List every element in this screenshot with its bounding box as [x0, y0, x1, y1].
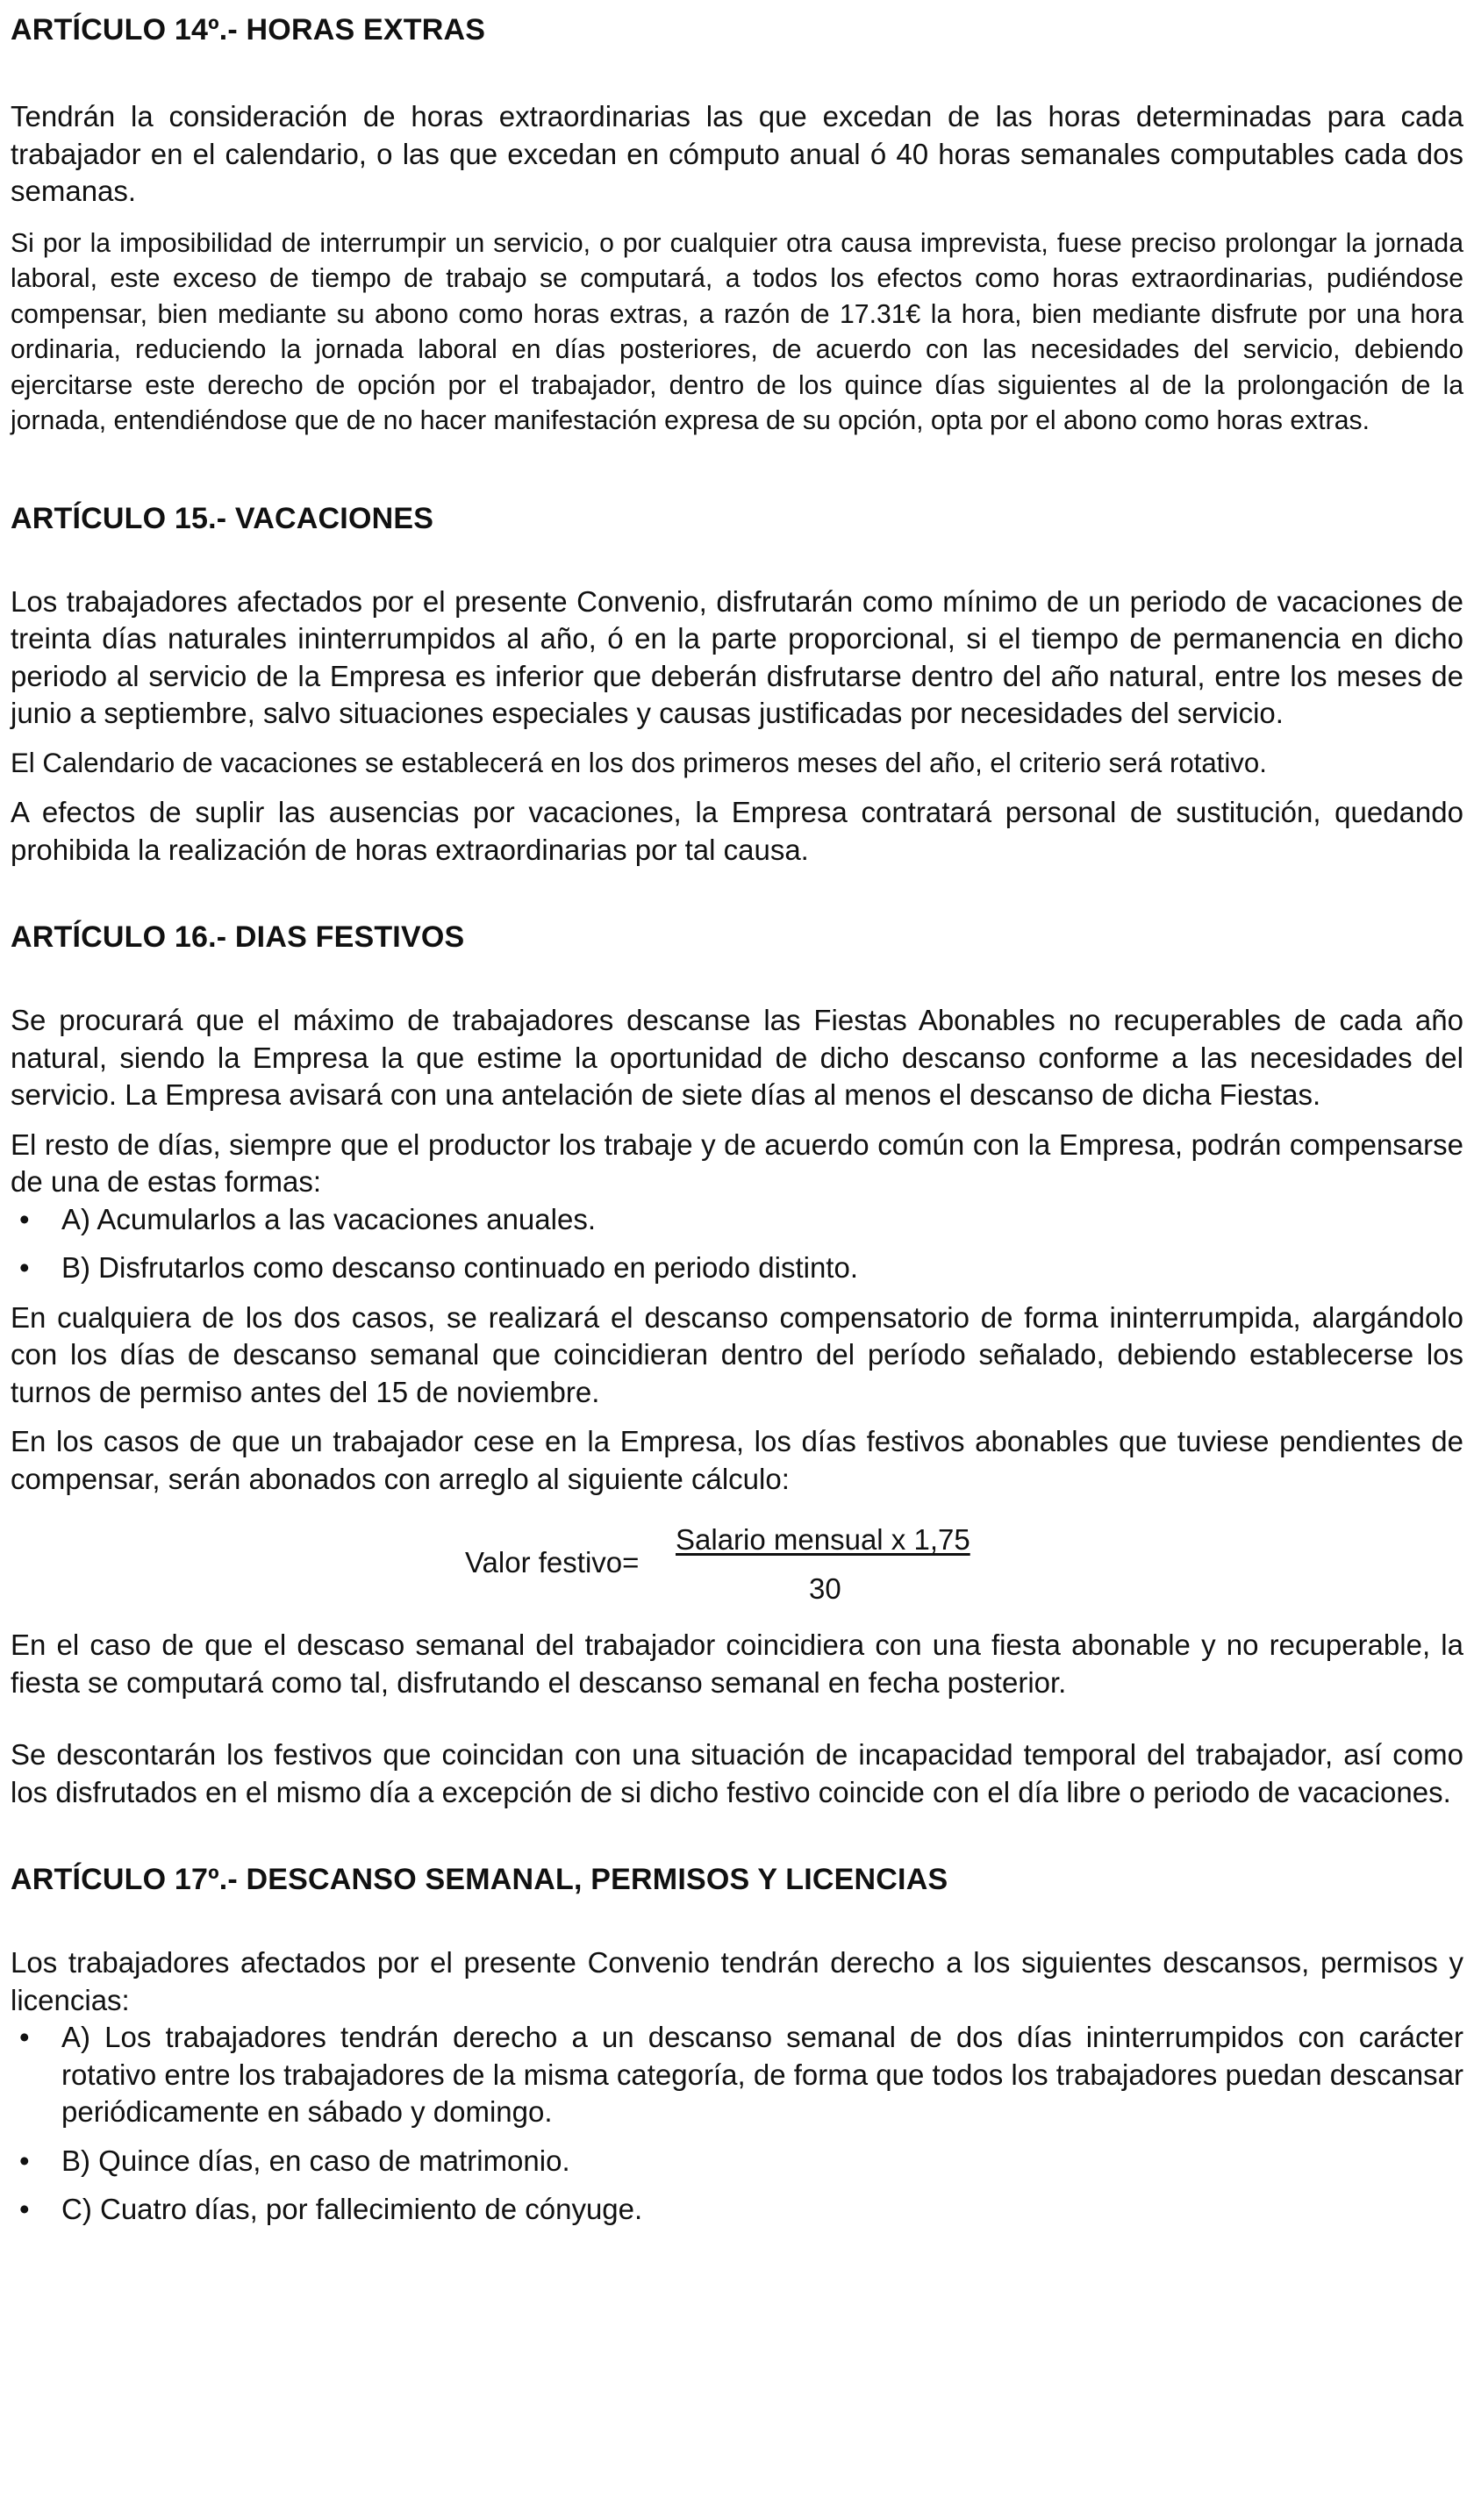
document-page: [11, 0, 1463, 2229]
paragraph: Los trabajadores afectados por el presente Convenio tendrán derecho a los siguientes descansos, permisos y licencias:: [11, 1946, 1463, 2016]
list-item-text: C) Cuatro días, por fallecimiento de cónyuge.: [61, 2193, 643, 2225]
paragraph: En cualquiera de los dos casos, se realizará el descanso compensatorio de forma ininterrumpida, alargándolo con los días de descanso semanal que coincidieran dentro del período señalado, debiendo establecerse los turnos de permiso antes del 15 de noviembre.: [11, 1300, 1463, 1408]
bullet-icon: •: [19, 2193, 30, 2225]
list-item: [11, 2191, 1463, 2229]
list-item: [11, 1201, 1463, 1239]
paragraph: Se procurará que el máximo de trabajadores descanse las Fiestas Abonables no recuperables de cada año natural, siendo la Empresa la que estime la oportunidad de dicho descanso conforme a las necesidades del servicio. La Empresa avisará con una antelación de siete días al menos el descanso de dicha Fiestas.: [11, 1004, 1463, 1111]
formula: [11, 1522, 1463, 1614]
list-item-text: B) Quince días, en caso de matrimonio.: [61, 2144, 570, 2177]
paragraph: El Calendario de vacaciones se establecerá en los dos primeros meses del año, el criterio será rotativo.: [11, 747, 1267, 778]
list-item: [11, 1249, 1463, 1287]
article-17: [11, 1862, 1463, 2229]
formula-denominator: 30: [809, 1572, 841, 1605]
article-heading: ARTÍCULO 15.- VACACIONES: [11, 501, 434, 535]
article-heading: ARTÍCULO 14º.- HORAS EXTRAS: [11, 13, 486, 47]
paragraph: Si por la imposibilidad de interrumpir un servicio, o por cualquier otra causa imprevista, fuese preciso prolongar la jornada laboral, este exceso de tiempo de trabajo se computará, a todos los efectos como horas extraordinarias, pudiéndose compensar, bien mediante su abono como horas extras, a razón de 17.31€ la hora, bien mediante disfrute por una hora ordinaria, reduciendo la jornada laboral en días posteriores, de acuerdo con las necesidades del servicio, debiendo ejercitarse este derecho de opción por el trabajador, dentro de los quince días siguientes al de la prolongación de la jornada, entendiéndose que de no hacer manifestación expresa de su opción, opta por el abono como horas extras.: [11, 228, 1463, 435]
paragraph: Los trabajadores afectados por el presente Convenio, disfrutarán como mínimo de un periodo de vacaciones de treinta días naturales ininterrumpidos al año, ó en la parte proporcional, si el tiempo de permanencia en dicho periodo al servicio de la Empresa es inferior que deberán disfrutarse dentro del año natural, entre los meses de junio a septiembre, salvo situaciones especiales y causas justificadas por necesidades del servicio.: [11, 584, 1463, 729]
paragraph: Tendrán la consideración de horas extraordinarias las que excedan de las horas determinadas para cada trabajador en el calendario, o las que excedan en cómputo anual ó 40 horas semanales computables cada dos semanas.: [11, 100, 1463, 207]
paragraph: En los casos de que un trabajador cese en la Empresa, los días festivos abonables que tuviese pendientes de compensar, serán abonados con arreglo al siguiente cálculo:: [11, 1425, 1463, 1495]
article-14: [11, 12, 1463, 440]
list-item-text: A) Acumularlos a las vacaciones anuales.: [61, 1202, 596, 1235]
list-item-text: A) Los trabajadores tendrán derecho a un descanso semanal de dos días ininterrumpidos con carácter rotativo entre los trabajadores de la misma categoría, de forma que todos los trabajadores puedan descansar periódicamente en sábado y domingo.: [61, 2021, 1463, 2128]
list-item-text: B) Disfrutarlos como descanso continuado en periodo distinto.: [61, 1251, 858, 1284]
paragraph: En el caso de que el descaso semanal del trabajador coincidiera con una fiesta abonable y no recuperable, la fiesta se computará como tal, disfrutando el descanso semanal en fecha posterior.: [11, 1629, 1463, 1699]
paragraph: Se descontarán los festivos que coincidan con una situación de incapacidad temporal del trabajador, así como los disfrutados en el mismo día a excepción de si dicho festivo coincide con el día libre o periodo de vacaciones.: [11, 1738, 1463, 1808]
paragraph: El resto de días, siempre que el productor los trabaje y de acuerdo común con la Empresa, podrán compensarse de una de estas formas:: [11, 1128, 1463, 1198]
list-item: [11, 2019, 1463, 2131]
article-heading: ARTÍCULO 17º.- DESCANSO SEMANAL, PERMISOS Y LICENCIAS: [11, 1863, 948, 1896]
article-15: [11, 501, 1463, 870]
article-16: [11, 920, 1463, 1811]
bullet-icon: •: [19, 2021, 30, 2053]
formula-lhs: Valor festivo=: [465, 1546, 640, 1579]
bullet-list: [11, 1201, 1463, 1287]
paragraph: A efectos de suplir las ausencias por vacaciones, la Empresa contratará personal de sustitución, quedando prohibida la realización de horas extraordinarias por tal causa.: [11, 796, 1463, 866]
bullet-icon: •: [19, 2144, 30, 2177]
article-heading: ARTÍCULO 16.- DIAS FESTIVOS: [11, 920, 465, 954]
bullet-list: [11, 2019, 1463, 2229]
list-item: [11, 2143, 1463, 2180]
bullet-icon: •: [19, 1202, 30, 1235]
formula-numerator: Salario mensual x 1,75: [676, 1523, 970, 1556]
bullet-icon: •: [19, 1251, 30, 1284]
